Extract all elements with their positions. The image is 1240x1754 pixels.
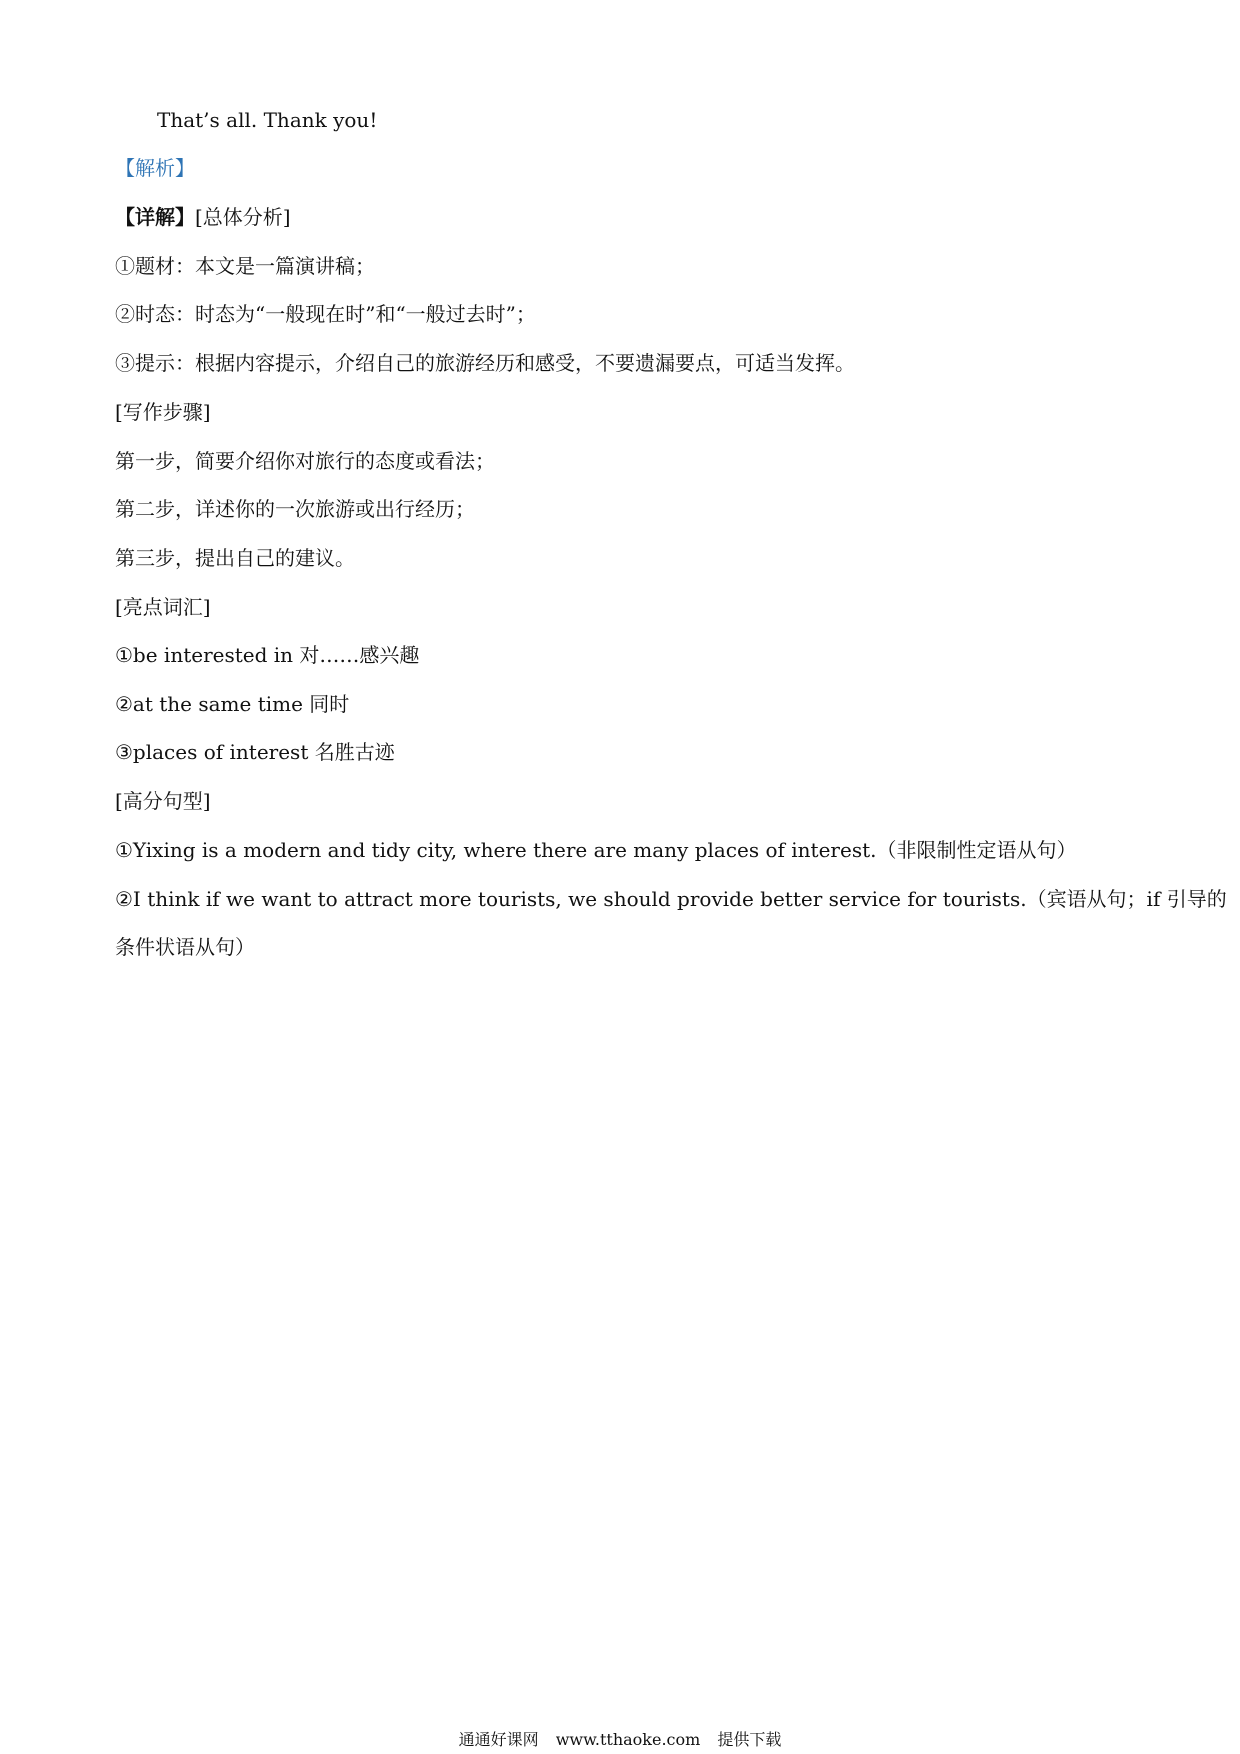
footer-site-name: 通通好课网	[458, 1730, 539, 1749]
vocab-heading: [亮点词汇]	[115, 595, 211, 619]
vocab-item: ③places of interest 名胜古迹	[115, 740, 395, 764]
detail-label: 【详解】	[115, 205, 195, 229]
step-item: 第二步，详述你的一次旅游或出行经历；	[115, 497, 475, 521]
vocab-item: ①be interested in 对……感兴趣	[115, 643, 420, 667]
step-item: 第一步，简要介绍你对旅行的态度或看法；	[115, 449, 495, 473]
sentence-item: ①Yixing is a modern and tidy city, where there are many places of interest.（非限制性定语从句）	[115, 838, 1077, 862]
point-item: ②时态：时态为“一般现在时”和“一般过去时”；	[115, 302, 536, 326]
footer-tagline: 提供下载	[717, 1730, 782, 1749]
overall-analysis-heading: [总体分析]	[195, 205, 291, 229]
step-item: 第三步，提出自己的建议。	[115, 546, 355, 570]
point-item: ①题材：本文是一篇演讲稿；	[115, 254, 375, 278]
steps-heading: [写作步骤]	[115, 400, 211, 424]
vocab-item: ②at the same time 同时	[115, 692, 350, 716]
detail-line	[115, 203, 291, 231]
footer-url[interactable]: www.tthaoke.com	[555, 1730, 701, 1749]
closing-line: That’s all. Thank you!	[157, 108, 378, 132]
sentence-item: ②I think if we want to attract more tourists, we should provide better service for tourists.（宾语从句；if 引导的	[115, 887, 1227, 911]
page-footer	[0, 1730, 1240, 1750]
point-item: ③提示：根据内容提示，介绍自己的旅游经历和感受，不要遗漏要点，可适当发挥。	[115, 351, 855, 375]
analysis-heading: 【解析】	[115, 156, 195, 180]
sentence-item: 条件状语从句）	[115, 935, 255, 959]
sentences-heading: [高分句型]	[115, 789, 211, 813]
